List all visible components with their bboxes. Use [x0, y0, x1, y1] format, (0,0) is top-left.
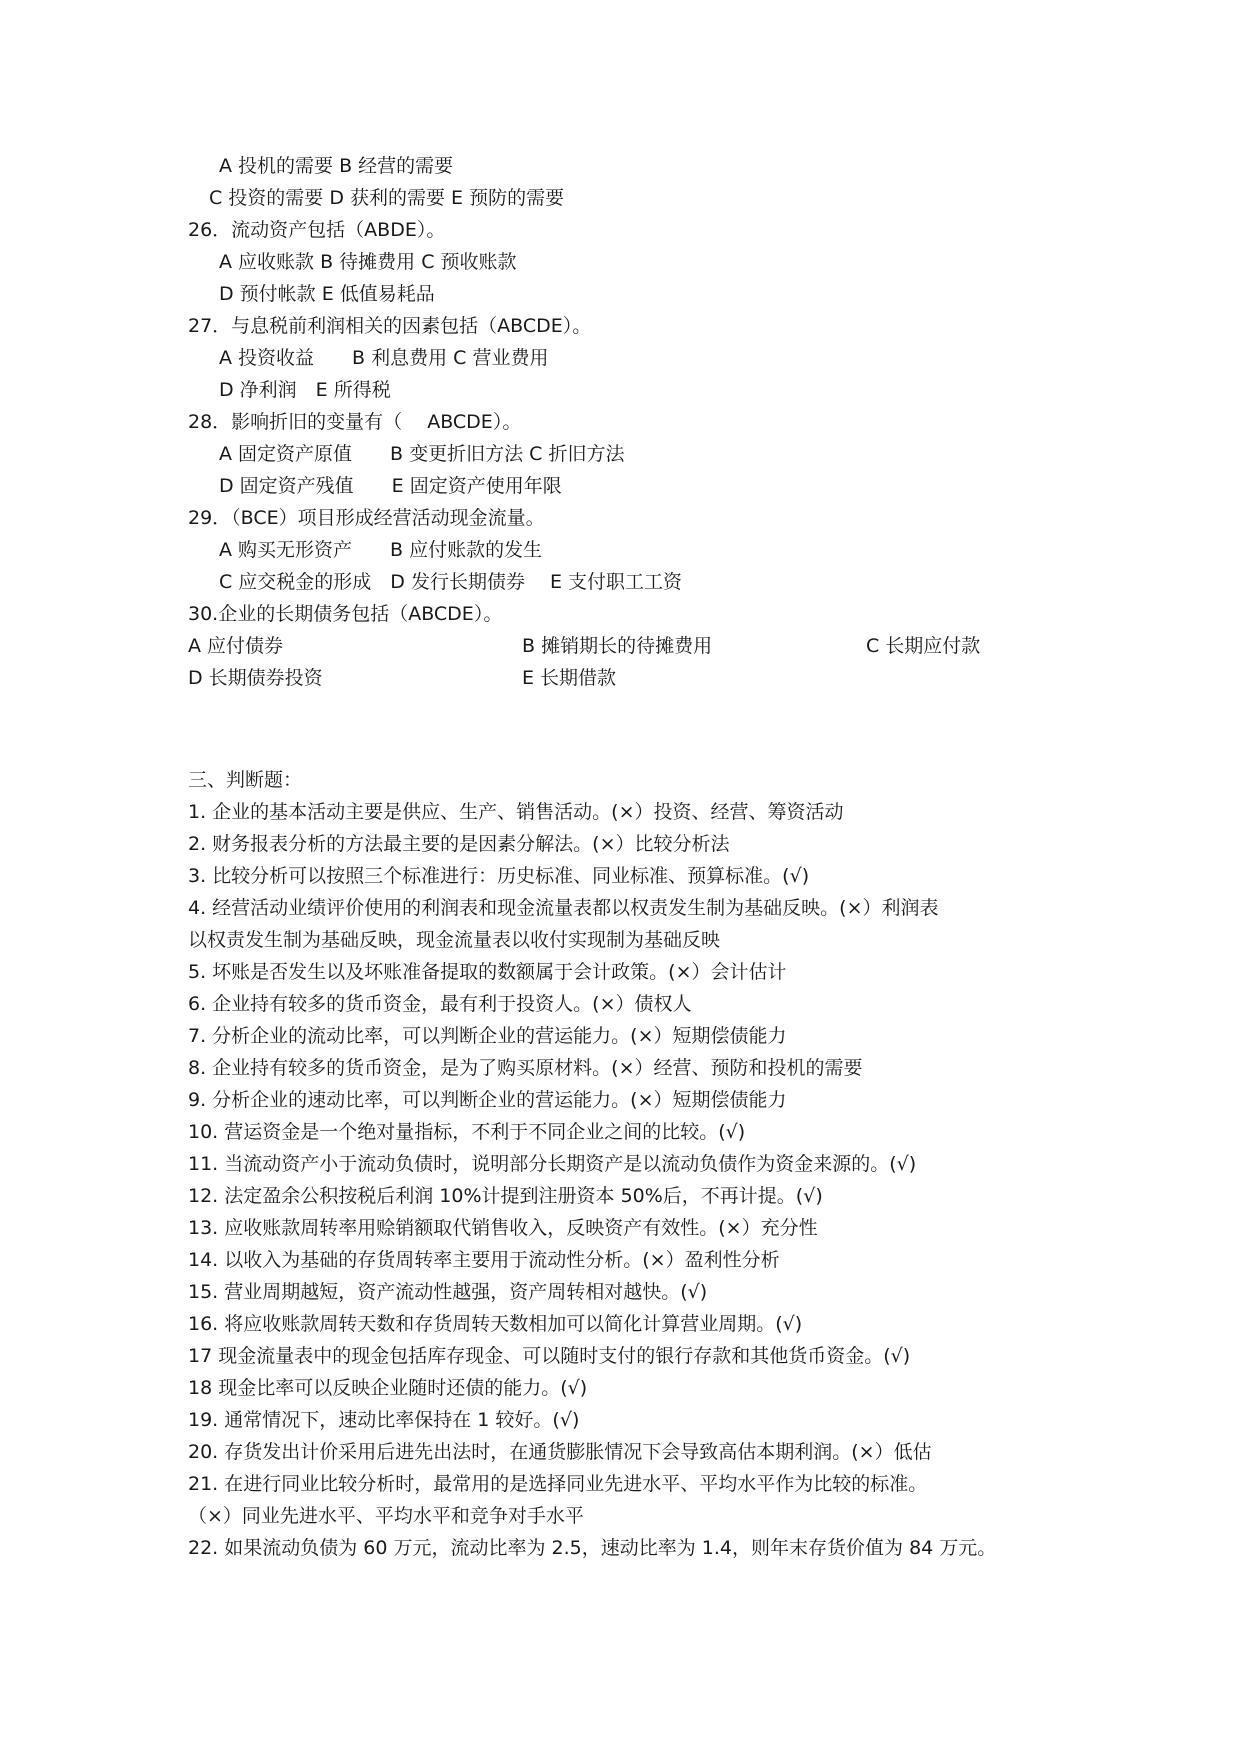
- q30-question: 30.企业的长期债务包括（ABCDE）。: [188, 603, 503, 625]
- judgment-line: （×）同业先进水平、平均水平和竞争对手水平: [188, 1505, 584, 1527]
- judgment-line: 22. 如果流动负债为 60 万元，流动比率为 2.5，速动比率为 1.4，则年末存货价值为 84 万元。: [188, 1537, 997, 1559]
- judgment-line: 16. 将应收账款周转天数和存货周转天数相加可以简化计算营业周期。(√): [188, 1313, 803, 1335]
- judgment-line: 10. 营运资金是一个绝对量指标，不利于不同企业之间的比较。(√): [188, 1121, 746, 1143]
- judgment-line: 4. 经营活动业绩评价使用的利润表和现金流量表都以权责发生制为基础反映。(×）利润表: [188, 897, 939, 919]
- q30-option-a: A 应付债券: [188, 635, 284, 657]
- judgment-line: 7. 分析企业的流动比率，可以判断企业的营运能力。(×）短期偿债能力: [188, 1025, 787, 1047]
- q30-option-b: B 摊销期长的待摊费用: [522, 635, 713, 657]
- judgment-heading: 三、判断题：: [188, 769, 303, 791]
- q30-option-d: D 长期债券投资: [188, 667, 323, 689]
- q27-question: 27．与息税前利润相关的因素包括（ABCDE）。: [188, 315, 592, 337]
- q29-question: 29．（BCE）项目形成经营活动现金流量。: [188, 507, 545, 529]
- judgment-line: 19. 通常情况下，速动比率保持在 1 较好。(√): [188, 1409, 580, 1431]
- q30-option-c: C 长期应付款: [866, 635, 981, 657]
- judgment-line: 5. 坏账是否发生以及坏账准备提取的数额属于会计政策。(×）会计估计: [188, 961, 787, 983]
- judgment-line: 18 现金比率可以反映企业随时还债的能力。(√): [188, 1377, 588, 1399]
- q28-option-line-2: D 固定资产残值 E 固定资产使用年限: [219, 475, 562, 497]
- q29-option-line-1: A 购买无形资产 B 应付账款的发生: [219, 539, 543, 561]
- q27-option-line-2: D 净利润 E 所得税: [219, 379, 391, 401]
- q25-option-line-2: C 投资的需要 D 获利的需要 E 预防的需要: [209, 187, 565, 209]
- q27-option-line-1: A 投资收益 B 利息费用 C 营业费用: [219, 347, 549, 369]
- judgment-line: 15. 营业周期越短，资产流动性越强，资产周转相对越快。(√): [188, 1281, 708, 1303]
- judgment-line: 6. 企业持有较多的货币资金，最有利于投资人。(×）债权人: [188, 993, 692, 1015]
- judgment-line: 13. 应收账款周转率用赊销额取代销售收入，反映资产有效性。(×）充分性: [188, 1217, 818, 1239]
- judgment-line: 以权责发生制为基础反映，现金流量表以收付实现制为基础反映: [188, 929, 721, 951]
- q30-option-e: E 长期借款: [522, 667, 617, 689]
- judgment-line: 17 现金流量表中的现金包括库存现金、可以随时支付的银行存款和其他货币资金。(√): [188, 1345, 911, 1367]
- q26-option-line-2: D 预付帐款 E 低值易耗品: [219, 283, 435, 305]
- judgment-line: 2. 财务报表分析的方法最主要的是因素分解法。(×）比较分析法: [188, 833, 730, 855]
- judgment-line: 20. 存货发出计价采用后进先出法时，在通货膨胀情况下会导致高估本期利润。(×）低估: [188, 1441, 932, 1463]
- q26-option-line-1: A 应收账款 B 待摊费用 C 预收账款: [219, 251, 517, 273]
- judgment-line: 3. 比较分析可以按照三个标准进行：历史标准、同业标准、预算标准。(√): [188, 865, 810, 887]
- judgment-line: 14. 以收入为基础的存货周转率主要用于流动性分析。(×）盈利性分析: [188, 1249, 780, 1271]
- q28-option-line-1: A 固定资产原值 B 变更折旧方法 C 折旧方法: [219, 443, 625, 465]
- q26-question: 26．流动资产包括（ABDE）。: [188, 219, 446, 241]
- judgment-line: 21. 在进行同业比较分析时，最常用的是选择同业先进水平、平均水平作为比较的标准。: [188, 1473, 928, 1495]
- judgment-line: 11. 当流动资产小于流动负债时，说明部分长期资产是以流动负债作为资金来源的。(√): [188, 1153, 917, 1175]
- judgment-line: 8. 企业持有较多的货币资金，是为了购买原材料。(×）经营、预防和投机的需要: [188, 1057, 863, 1079]
- q25-option-line-1: A 投机的需要 B 经营的需要: [219, 155, 454, 177]
- q28-question: 28．影响折旧的变量有（ ABCDE）。: [188, 411, 522, 433]
- judgment-line: 9. 分析企业的速动比率，可以判断企业的营运能力。(×）短期偿债能力: [188, 1089, 787, 1111]
- judgment-line: 1. 企业的基本活动主要是供应、生产、销售活动。(×）投资、经营、筹资活动: [188, 801, 844, 823]
- q29-option-line-2: C 应交税金的形成 D 发行长期债券 E 支付职工工资: [219, 571, 683, 593]
- judgment-line: 12. 法定盈余公积按税后利润 10%计提到注册资本 50%后，不再计提。(√): [188, 1185, 823, 1207]
